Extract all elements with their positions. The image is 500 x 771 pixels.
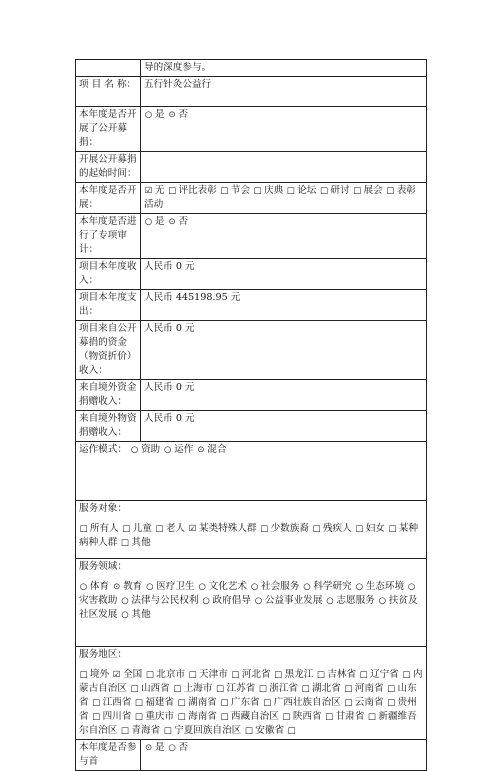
option-item[interactable]	[344, 697, 384, 708]
option-item[interactable]	[287, 725, 298, 736]
option-label: 湖南省	[188, 697, 217, 708]
option-label: 科学研究	[313, 581, 352, 592]
expense-label: 项目本年度支出：	[76, 290, 141, 321]
radio-icon[interactable]: ○	[355, 582, 363, 592]
unchecked-box-icon[interactable]: □	[359, 670, 368, 680]
unchecked-box-icon[interactable]: □	[120, 726, 129, 736]
option-item[interactable]	[188, 523, 256, 534]
option-item[interactable]	[122, 523, 152, 534]
option-label: 少数族裔	[270, 523, 309, 534]
option-label: 浙江省	[269, 683, 299, 694]
unchecked-box-icon[interactable]: □	[188, 670, 197, 680]
unchecked-box-icon[interactable]: □	[287, 726, 296, 736]
option-item[interactable]	[155, 523, 185, 534]
unchecked-box-icon[interactable]: □	[316, 670, 325, 680]
option-item[interactable]	[253, 185, 283, 196]
option-label: 资助	[140, 444, 161, 455]
checked-box-icon[interactable]: ☑	[112, 670, 121, 680]
option-label: 北京市	[156, 669, 186, 680]
selected-radio-icon[interactable]: ⊙	[197, 445, 205, 455]
option-item[interactable]	[177, 697, 217, 708]
service-targets-label: 服务对象：	[79, 503, 127, 514]
option-label: 天津市	[199, 669, 228, 680]
public-fundraising-options[interactable]	[144, 108, 423, 122]
option-label: 研讨	[330, 185, 350, 196]
option-item[interactable]	[112, 581, 142, 592]
radio-icon[interactable]: ○	[79, 582, 88, 592]
option-item[interactable]	[220, 711, 279, 722]
option-label: 展会	[363, 185, 383, 196]
option-item[interactable]	[144, 216, 165, 227]
option-label: 青海省	[131, 725, 161, 736]
radio-icon[interactable]: ○	[254, 596, 263, 606]
activities-label: 本年度是否开展：	[76, 183, 141, 214]
unchecked-box-icon[interactable]: □	[220, 712, 229, 722]
option-item[interactable]	[168, 185, 217, 196]
option-label: 所有人	[89, 523, 119, 534]
option-label: 其他	[131, 609, 151, 620]
option-label: 庆典	[264, 185, 284, 196]
option-label: 河南省	[354, 683, 384, 694]
radio-icon[interactable]: ○	[121, 610, 129, 620]
income-value: 人民币 0 元	[141, 259, 427, 290]
selected-radio-icon[interactable]: ⊙	[144, 743, 153, 753]
unchecked-box-icon[interactable]: □	[220, 698, 229, 708]
option-label: 灾害救助	[79, 595, 118, 606]
unchecked-box-icon[interactable]: □	[216, 684, 225, 694]
unchecked-box-icon[interactable]: □	[312, 524, 321, 534]
special-audit-options[interactable]	[144, 215, 423, 229]
option-label: 体育	[89, 581, 110, 592]
option-label: 是	[154, 216, 165, 227]
unchecked-box-icon[interactable]: □	[177, 698, 186, 708]
option-item[interactable]	[168, 742, 189, 753]
project-name-value: 五行针灸公益行	[141, 77, 427, 107]
unchecked-box-icon[interactable]: □	[301, 684, 310, 694]
unchecked-box-icon[interactable]: □	[353, 186, 362, 196]
option-item[interactable]	[220, 697, 260, 708]
option-item[interactable]	[177, 711, 217, 722]
unchecked-box-icon[interactable]: □	[319, 186, 328, 196]
option-item[interactable]	[302, 581, 351, 592]
unchecked-box-icon[interactable]: □	[274, 670, 283, 680]
option-label: 辽宁省	[370, 669, 399, 680]
service-targets-options[interactable]	[79, 522, 423, 550]
radio-icon[interactable]: ○	[163, 445, 172, 455]
option-item[interactable]	[168, 109, 189, 120]
option-label: 法律与公民权利	[131, 595, 199, 606]
option-label: 江苏省	[226, 683, 256, 694]
option-item[interactable]	[163, 725, 241, 736]
radio-icon[interactable]: ○	[378, 596, 387, 606]
unchecked-box-icon[interactable]: □	[220, 186, 229, 196]
option-item[interactable]	[173, 683, 213, 694]
option-item[interactable]	[258, 683, 298, 694]
continuation-text: 导的深度参与。	[141, 60, 427, 77]
option-item[interactable]	[274, 669, 314, 680]
radio-icon[interactable]: ○	[144, 217, 153, 227]
radio-icon[interactable]: ○	[407, 582, 416, 592]
option-label: 甘肃省	[335, 711, 365, 722]
unchecked-box-icon[interactable]: □	[388, 524, 397, 534]
service-regions-options[interactable]	[79, 668, 423, 738]
option-label: 云南省	[354, 697, 384, 708]
unchecked-box-icon[interactable]: □	[163, 726, 172, 736]
option-label: 其他	[131, 537, 151, 548]
option-item[interactable]	[168, 216, 189, 227]
option-label: 公益事业发展	[264, 595, 323, 606]
option-item[interactable]	[244, 725, 284, 736]
option-label: 陕西省	[292, 711, 322, 722]
option-label: 否	[178, 216, 189, 227]
radio-icon[interactable]: ○	[303, 582, 311, 592]
unchecked-box-icon[interactable]: □	[145, 670, 154, 680]
option-item[interactable]	[355, 523, 385, 534]
option-item[interactable]	[316, 669, 356, 680]
option-label: 贵州省	[79, 697, 417, 722]
option-label: 上海市	[183, 683, 213, 694]
option-label: 志愿服务	[336, 595, 375, 606]
option-item[interactable]	[250, 581, 299, 592]
unchecked-box-icon[interactable]: □	[386, 186, 395, 196]
option-label: 某种病种人群	[79, 523, 419, 548]
option-label: 内蒙古自治区	[79, 669, 423, 694]
option-item[interactable]	[79, 581, 109, 592]
option-item[interactable]	[144, 742, 165, 753]
option-item[interactable]	[286, 185, 316, 196]
unchecked-box-icon[interactable]: □	[134, 712, 143, 722]
unchecked-box-icon[interactable]: □	[134, 698, 143, 708]
unchecked-box-icon[interactable]: □	[286, 186, 295, 196]
unchecked-box-icon[interactable]: □	[387, 684, 396, 694]
unchecked-box-icon[interactable]: □	[260, 524, 269, 534]
option-item[interactable]	[301, 683, 341, 694]
unchecked-box-icon[interactable]: □	[402, 670, 411, 680]
option-label: 江西省	[102, 697, 132, 708]
option-label: 表彰活动	[144, 185, 416, 210]
unchecked-box-icon[interactable]: □	[79, 670, 88, 680]
unchecked-box-icon[interactable]: □	[122, 524, 131, 534]
unchecked-box-icon[interactable]: □	[173, 684, 182, 694]
unchecked-box-icon[interactable]: □	[120, 538, 129, 548]
leader-participation-options[interactable]	[144, 741, 423, 755]
option-item[interactable]	[198, 581, 247, 592]
option-item[interactable]	[120, 609, 150, 620]
option-item[interactable]	[325, 595, 374, 606]
unchecked-box-icon[interactable]: □	[130, 684, 139, 694]
option-label: 妇女	[365, 523, 385, 534]
option-label: 全国	[123, 669, 143, 680]
unchecked-box-icon[interactable]: □	[263, 698, 272, 708]
service-fields-label: 服务领域：	[79, 561, 127, 572]
unchecked-box-icon[interactable]: □	[253, 186, 262, 196]
foreign-fund-value: 人民币 0 元	[141, 380, 427, 411]
leader-participation-label: 本年度是否参与首	[76, 740, 141, 771]
unchecked-box-icon[interactable]: □	[231, 670, 240, 680]
option-item[interactable]	[145, 669, 185, 680]
option-item[interactable]	[260, 523, 309, 534]
radio-icon[interactable]: ○	[198, 582, 206, 592]
option-label: 广西壮族自治区	[273, 697, 341, 708]
option-item[interactable]	[112, 669, 142, 680]
unchecked-box-icon[interactable]: □	[325, 712, 334, 722]
option-label: 某类特殊人群	[199, 523, 257, 534]
option-item[interactable]	[344, 683, 384, 694]
option-item[interactable]	[196, 444, 226, 455]
option-item[interactable]	[312, 523, 352, 534]
unchecked-box-icon[interactable]: □	[344, 698, 353, 708]
option-label: 黑龙江	[284, 669, 314, 680]
option-item[interactable]	[120, 595, 198, 606]
unchecked-box-icon[interactable]: □	[168, 186, 177, 196]
option-label: 西藏自治区	[230, 711, 279, 722]
option-label: 节会	[230, 185, 251, 196]
radio-icon[interactable]: ○	[121, 596, 129, 606]
unchecked-box-icon[interactable]: □	[387, 698, 396, 708]
fundraising-start-value[interactable]	[141, 152, 427, 183]
option-label: 新疆维吾尔自治区	[79, 711, 417, 736]
option-item[interactable]	[231, 669, 271, 680]
project-name-label: 项 目 名 称：	[76, 77, 141, 107]
option-label: 吉林省	[327, 669, 357, 680]
option-label: 否	[178, 742, 189, 753]
service-regions-label: 服务地区：	[79, 649, 127, 660]
option-label: 是	[154, 109, 165, 120]
foreign-goods-label: 来自境外物资捐赠收入：	[76, 411, 141, 442]
option-item[interactable]	[92, 711, 132, 722]
option-label: 广东省	[230, 697, 260, 708]
option-label: 四川省	[102, 711, 132, 722]
option-label: 海南省	[188, 711, 217, 722]
option-label: 儿童	[132, 523, 152, 534]
selected-radio-icon[interactable]: ⊙	[168, 217, 176, 227]
option-item[interactable]	[282, 711, 322, 722]
option-item[interactable]	[319, 185, 349, 196]
unchecked-box-icon[interactable]: □	[177, 712, 186, 722]
option-label: 安徽省	[255, 725, 285, 736]
option-item[interactable]	[359, 669, 399, 680]
expense-value: 人民币 445198.95 元	[141, 290, 427, 321]
option-item[interactable]	[202, 595, 251, 606]
option-label: 残疾人	[322, 523, 352, 534]
option-label: 评比表彰	[178, 185, 217, 196]
radio-icon[interactable]: ○	[144, 110, 153, 120]
service-fields-options[interactable]	[79, 580, 423, 622]
radio-icon[interactable]: ○	[326, 596, 334, 606]
option-item[interactable]	[79, 669, 109, 680]
option-label: 否	[178, 109, 189, 120]
option-label: 运作	[174, 444, 194, 455]
selected-radio-icon[interactable]: ⊙	[168, 110, 176, 120]
option-item[interactable]	[163, 444, 193, 455]
option-label: 论坛	[297, 185, 317, 196]
radio-icon[interactable]: ○	[130, 445, 139, 455]
operation-mode-label: 运作模式：	[79, 444, 127, 455]
project-info-table	[75, 59, 427, 771]
unchecked-box-icon[interactable]: □	[258, 684, 267, 694]
option-label: 老人	[165, 523, 186, 534]
option-item[interactable]	[216, 683, 256, 694]
option-item[interactable]	[145, 581, 194, 592]
option-item[interactable]	[353, 185, 383, 196]
foreign-fund-label: 来自境外资金捐赠收入：	[76, 380, 141, 411]
radio-icon[interactable]: ○	[202, 596, 210, 606]
unchecked-box-icon[interactable]: □	[355, 524, 364, 534]
option-label: 境外	[89, 669, 110, 680]
radio-icon[interactable]: ○	[250, 582, 259, 592]
option-label: 混合	[207, 444, 227, 455]
option-item[interactable]	[188, 669, 228, 680]
option-item[interactable]	[220, 185, 250, 196]
option-item[interactable]	[130, 683, 170, 694]
continuation-left-cell	[76, 60, 141, 77]
unchecked-box-icon[interactable]: □	[282, 712, 291, 722]
option-label: 山东省	[79, 683, 417, 708]
option-item[interactable]	[144, 109, 165, 120]
unchecked-box-icon[interactable]: □	[92, 712, 101, 722]
option-label: 山西省	[140, 683, 170, 694]
option-label: 宁夏回族自治区	[174, 725, 242, 736]
option-item[interactable]	[120, 537, 150, 548]
public-fundraising-label: 本年度是否开展了公开募捐：	[76, 107, 141, 152]
option-label: 文化艺术	[208, 581, 247, 592]
option-item[interactable]	[134, 711, 174, 722]
activities-options[interactable]	[144, 184, 423, 212]
option-label: 医疗卫生	[156, 581, 195, 592]
checked-box-icon[interactable]: ☑	[188, 524, 197, 534]
option-label: 湖北省	[312, 683, 341, 694]
operation-mode-options[interactable]	[130, 444, 226, 455]
public-fund-income-label: 项目来自公开募捐的资金（物资折价）收入：	[76, 321, 141, 380]
option-label: 政府倡导	[212, 595, 251, 606]
public-fund-income-value: 人民币 0 元	[141, 321, 427, 380]
option-item[interactable]	[130, 444, 160, 455]
option-item[interactable]	[92, 697, 132, 708]
option-item[interactable]	[144, 185, 165, 196]
option-label: 社会服务	[260, 581, 300, 592]
unchecked-box-icon[interactable]: □	[79, 524, 88, 534]
option-label: 无	[154, 185, 165, 196]
foreign-goods-value: 人民币 0 元	[141, 411, 427, 442]
unchecked-box-icon[interactable]: □	[367, 712, 376, 722]
unchecked-box-icon[interactable]: □	[244, 726, 253, 736]
option-item[interactable]	[254, 595, 322, 606]
option-label: 福建省	[145, 697, 175, 708]
option-label: 是	[154, 742, 165, 753]
checked-box-icon[interactable]: ☑	[144, 186, 153, 196]
option-item[interactable]	[120, 725, 160, 736]
option-item[interactable]	[355, 581, 404, 592]
radio-icon[interactable]: ○	[168, 743, 176, 753]
option-label: 扶贫及社区发展	[79, 595, 418, 620]
option-item[interactable]	[263, 697, 341, 708]
special-audit-label: 本年度是否进行了专项审计：	[76, 214, 141, 259]
fundraising-start-label: 开展公开募捐的起始时间：	[76, 152, 141, 183]
unchecked-box-icon[interactable]: □	[155, 524, 164, 534]
selected-radio-icon[interactable]: ⊙	[113, 582, 121, 592]
option-item[interactable]	[325, 711, 365, 722]
unchecked-box-icon[interactable]: □	[344, 684, 353, 694]
option-label: 河北省	[241, 669, 271, 680]
option-item[interactable]	[79, 523, 119, 534]
unchecked-box-icon[interactable]: □	[92, 698, 101, 708]
income-label: 项目本年度收入：	[76, 259, 141, 290]
radio-icon[interactable]: ○	[146, 582, 154, 592]
option-label: 生态环境	[365, 581, 405, 592]
option-label: 教育	[123, 581, 143, 592]
option-item[interactable]	[134, 697, 174, 708]
option-label: 重庆市	[145, 711, 175, 722]
